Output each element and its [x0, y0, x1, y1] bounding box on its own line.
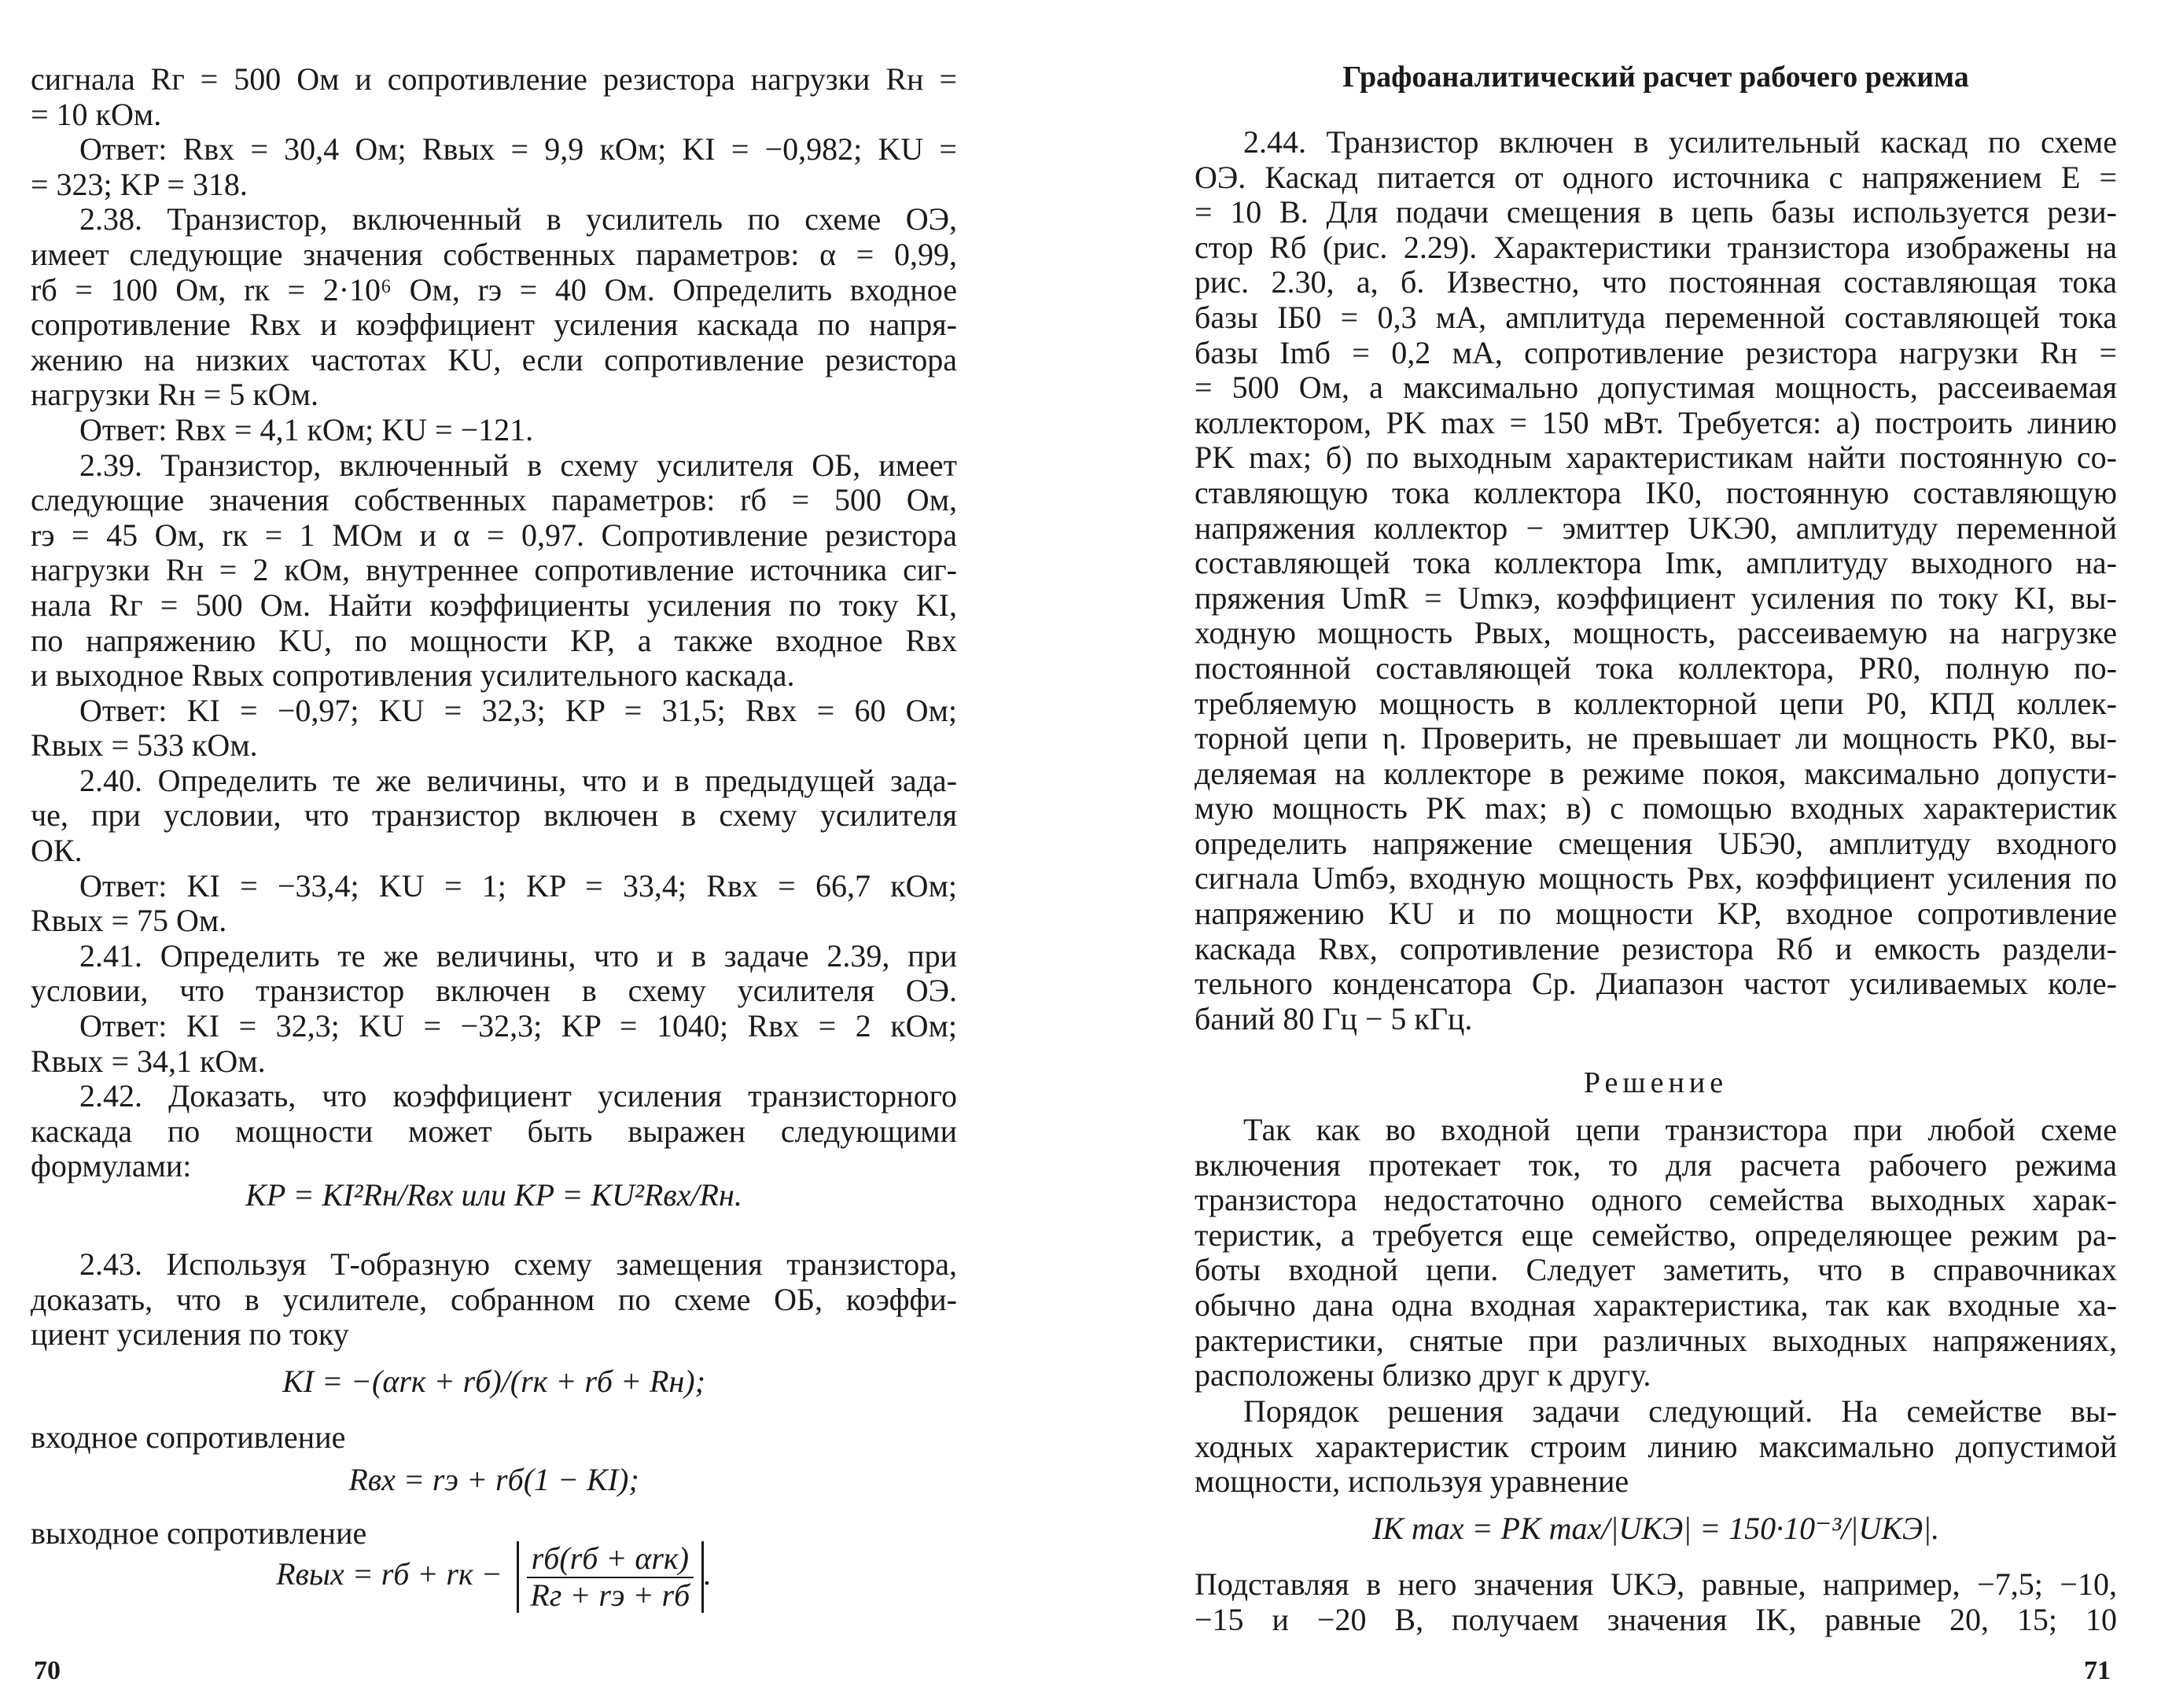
- text-line: входное сопротивление: [31, 1419, 346, 1455]
- paragraph: [1195, 1113, 2117, 1393]
- page-number-left: 70: [34, 1656, 61, 1685]
- text-line: = 323; KP = 318.: [31, 166, 248, 202]
- text-line: пряжения UmR = Umкэ, коэффициент усиления по току KI, вы-: [1195, 580, 2117, 616]
- text-line: Ответ: KI = −33,4; KU = 1; KP = 33,4; Rвх = 66,7 кОм;: [79, 867, 957, 904]
- text-line: условии, что транзистор включен в схему усилителя ОЭ.: [31, 973, 957, 1009]
- left-page: [31, 0, 957, 1708]
- text-line: транзистора недостаточно одного семейства выходных харак-: [1195, 1182, 2117, 1218]
- text-line: обычно дана одна входная характеристика, так как входные ха-: [1195, 1287, 2117, 1323]
- text-line: ОК.: [31, 833, 83, 869]
- paragraph: [31, 1516, 957, 1552]
- text-line: тельного конденсатора Cр. Диапазон частот усиливаемых коле-: [1195, 966, 2117, 1002]
- text-line: Так как во входной цепи транзистора при любой схеме: [1243, 1112, 2117, 1147]
- text-line: формулами:: [31, 1148, 192, 1184]
- page-number-right: 71: [2084, 1656, 2111, 1685]
- formula-lhs: Rвых = rб + rк −: [276, 1555, 503, 1592]
- text-line: Rвых = 533 кОм.: [31, 727, 258, 764]
- text-line: Rвых = 75 Ом.: [31, 903, 227, 939]
- text-line: баний 80 Гц − 5 кГц.: [1195, 1000, 1473, 1036]
- text-line: определить напряжение смещения UБЭ0, амплитуду входного: [1195, 825, 2117, 861]
- paragraph: [31, 1247, 957, 1353]
- text-line: 2.42. Доказать, что коэффициент усиления транзисторного: [79, 1078, 957, 1114]
- text-line: ходную мощность Pвых, мощность, рассеиваемую на нагрузке: [1195, 615, 2117, 651]
- text-line: Ответ: Rвх = 30,4 Ом; Rвых = 9,9 кОм; KI = −0,982; KU =: [79, 131, 957, 167]
- text-line: мощности, используя уравнение: [1195, 1463, 1629, 1500]
- text-line: коллектором, PK max = 150 мВт. Требуется: а) построить линию: [1195, 404, 2117, 440]
- formula: IK max = PK max/|UKЭ| = 150·10⁻³/|UKЭ|.: [1371, 1511, 1940, 1546]
- paragraph: [31, 1420, 957, 1456]
- paragraph: [1195, 1394, 2117, 1500]
- text-line: PK max; б) по выходным характеристикам найти постоянную со-: [1195, 440, 2117, 476]
- paragraph: [31, 62, 957, 1184]
- text-line: 2.38. Транзистор, включенный в усилитель по схеме ОЭ,: [79, 201, 957, 237]
- text-line: рактеристики, снятые при различных выходных напряжениях,: [1195, 1322, 2117, 1358]
- formula: Rвх = rэ + rб(1 − KI);: [348, 1462, 639, 1497]
- text-line: деляемая на коллекторе в режиме покоя, максимально допусти-: [1195, 755, 2117, 791]
- text-line: базы Imб = 0,2 мА, сопротивление резистора нагрузки Rн =: [1195, 334, 2117, 370]
- text-line: нала Rг = 500 Ом. Найти коэффициенты усиления по току KI,: [31, 587, 957, 623]
- text-line: = 10 кОм.: [31, 96, 162, 132]
- text-line: Ответ: Rвх = 4,1 кОм; KU = −121.: [79, 411, 534, 447]
- formula: KI = −(αrк + rб)/(rк + rб + Rн);: [282, 1364, 705, 1399]
- text-line: rб = 100 Ом, rк = 2·10⁶ Ом, rэ = 40 Ом. Определить входное: [31, 271, 957, 307]
- text-line: Rвых = 34,1 кОм.: [31, 1043, 266, 1079]
- text-line: 2.39. Транзистор, включенный в схему усилителя ОБ, имеет: [79, 447, 957, 483]
- text-line: напряжения коллектор − эмиттер UKЭ0, амплитуду переменной: [1195, 510, 2117, 546]
- text-line: 2.44. Транзистор включен в усилительный каскад по схеме: [1243, 124, 2117, 160]
- text-line: сигнала Rг = 500 Ом и сопротивление резистора нагрузки Rн =: [31, 61, 957, 97]
- text-line: жению на низких частотах KU, если сопротивление резистора: [31, 341, 957, 377]
- formula-tail: .: [703, 1555, 712, 1592]
- text-line: по напряжению KU, по мощности KP, а также входное Rвх: [31, 622, 957, 658]
- fraction-denominator: Rг + rэ + rб: [530, 1577, 690, 1613]
- text-line: каскада по мощности может быть выражен следующими: [31, 1113, 957, 1149]
- formula: KP = KI²Rн/Rвх или KP = KU²Rвх/Rн.: [245, 1177, 742, 1213]
- text-line: нагрузки Rн = 2 кОм, внутреннее сопротивление источника сиг-: [31, 552, 957, 588]
- text-line: rэ = 45 Ом, rк = 1 МОм и α = 0,97. Сопротивление резистора: [31, 517, 957, 553]
- paragraph: [1195, 125, 2117, 1036]
- text-line: −15 и −20 В, получаем значения IK, равные 20, 15; 10: [1195, 1601, 2117, 1637]
- text-line: включения протекает ток, то для расчета рабочего режима: [1195, 1147, 2117, 1183]
- text-line: рис. 2.30, а, б. Известно, что постоянная составляющая тока: [1195, 264, 2117, 300]
- text-line: следующие значения собственных параметров: rб = 500 Ом,: [31, 482, 957, 518]
- text-line: боты входной цепи. Следует заметить, что в справочниках: [1195, 1252, 2117, 1288]
- text-line: базы IБ0 = 0,3 мА, амплитуда переменной составляющей тока: [1195, 299, 2117, 335]
- text-line: Порядок решения задачи следующий. На семействе вы-: [1243, 1393, 2117, 1429]
- text-line: = 10 В. Для подачи смещения в цепь базы используется рези-: [1195, 194, 2117, 230]
- text-line: сопротивление Rвх и коэффициент усиления каскада по напря-: [31, 307, 957, 343]
- text-line: Подставляя в него значения UKЭ, равные, например, −7,5; −10,: [1195, 1566, 2117, 1602]
- text-line: мую мощность PK max; в) с помощью входных характеристик: [1195, 790, 2117, 826]
- text-line: сигнала Umбэ, входную мощность Pвх, коэффициент усиления по: [1195, 860, 2117, 896]
- text-line: напряжению KU и по мощности KP, входное сопротивление: [1195, 896, 2117, 932]
- text-line: Ответ: KI = 32,3; KU = −32,3; KP = 1040; Rвх = 2 кОм;: [79, 1008, 957, 1044]
- text-line: Ответ: KI = −0,97; KU = 32,3; KP = 31,5; Rвх = 60 Ом;: [79, 692, 957, 728]
- text-line: торной цепи η. Проверить, не превышает ли мощность PK0, вы-: [1195, 720, 2117, 756]
- text-line: ставляющую тока коллектора IK0, постоянную составляющую: [1195, 474, 2117, 510]
- paragraph: [1195, 1567, 2117, 1637]
- text-line: стор Rб (рис. 2.29). Характеристики транзистора изображены на: [1195, 229, 2117, 265]
- text-line: 2.41. Определить те же величины, что и в задаче 2.39, при: [79, 937, 957, 974]
- output-resistance-formula: [31, 1541, 957, 1613]
- text-line: = 500 Ом, а максимально допустимая мощность, рассеиваемая: [1195, 370, 2117, 406]
- text-line: требляемую мощность в коллекторной цепи P0, КПД коллек-: [1195, 685, 2117, 721]
- text-line: 2.43. Используя Т-образную схему замещения транзистора,: [79, 1246, 957, 1282]
- text-line: че, при условии, что транзистор включен в схему усилителя: [31, 797, 957, 834]
- text-line: ОЭ. Каскад питается от одного источника с напряжением E =: [1195, 159, 2117, 195]
- text-line: и выходное Rвых сопротивления усилительного каскада.: [31, 657, 795, 694]
- text-line: ходных характеристик строим линию максимально допустимой: [1195, 1428, 2117, 1464]
- text-line: составляющей тока коллектора Imк, амплитуду выходного на-: [1195, 545, 2117, 581]
- text-line: расположены близко друг к другу.: [1195, 1357, 1651, 1393]
- text-line: доказать, что в усилителе, собранном по схеме ОБ, коэффи-: [31, 1281, 957, 1317]
- text-line: нагрузки Rн = 5 кОм.: [31, 377, 318, 413]
- solution-heading: Решение: [1583, 1066, 1728, 1099]
- bracketed-fraction: [517, 1541, 704, 1613]
- text-line: теристик, а требуется еще семейство, определяющее режим ра-: [1195, 1217, 2117, 1253]
- text-line: постоянной составляющей тока коллектора, PR0, полную по-: [1195, 650, 2117, 686]
- text-line: 2.40. Определить те же величины, что и в предыдущей зада-: [79, 762, 957, 798]
- right-page: [1195, 0, 2117, 1708]
- text-line: имеет следующие значения собственных параметров: α = 0,99,: [31, 236, 957, 272]
- fraction-numerator: rб(rб + αrк): [527, 1541, 694, 1578]
- text-line: циент усиления по току: [31, 1316, 349, 1353]
- section-heading: Графоаналитический расчет рабочего режима: [1342, 61, 1969, 94]
- text-line: каскада Rвх, сопротивление резистора Rб и емкость раздели-: [1195, 930, 2117, 966]
- text-line: выходное сопротивление: [31, 1515, 367, 1551]
